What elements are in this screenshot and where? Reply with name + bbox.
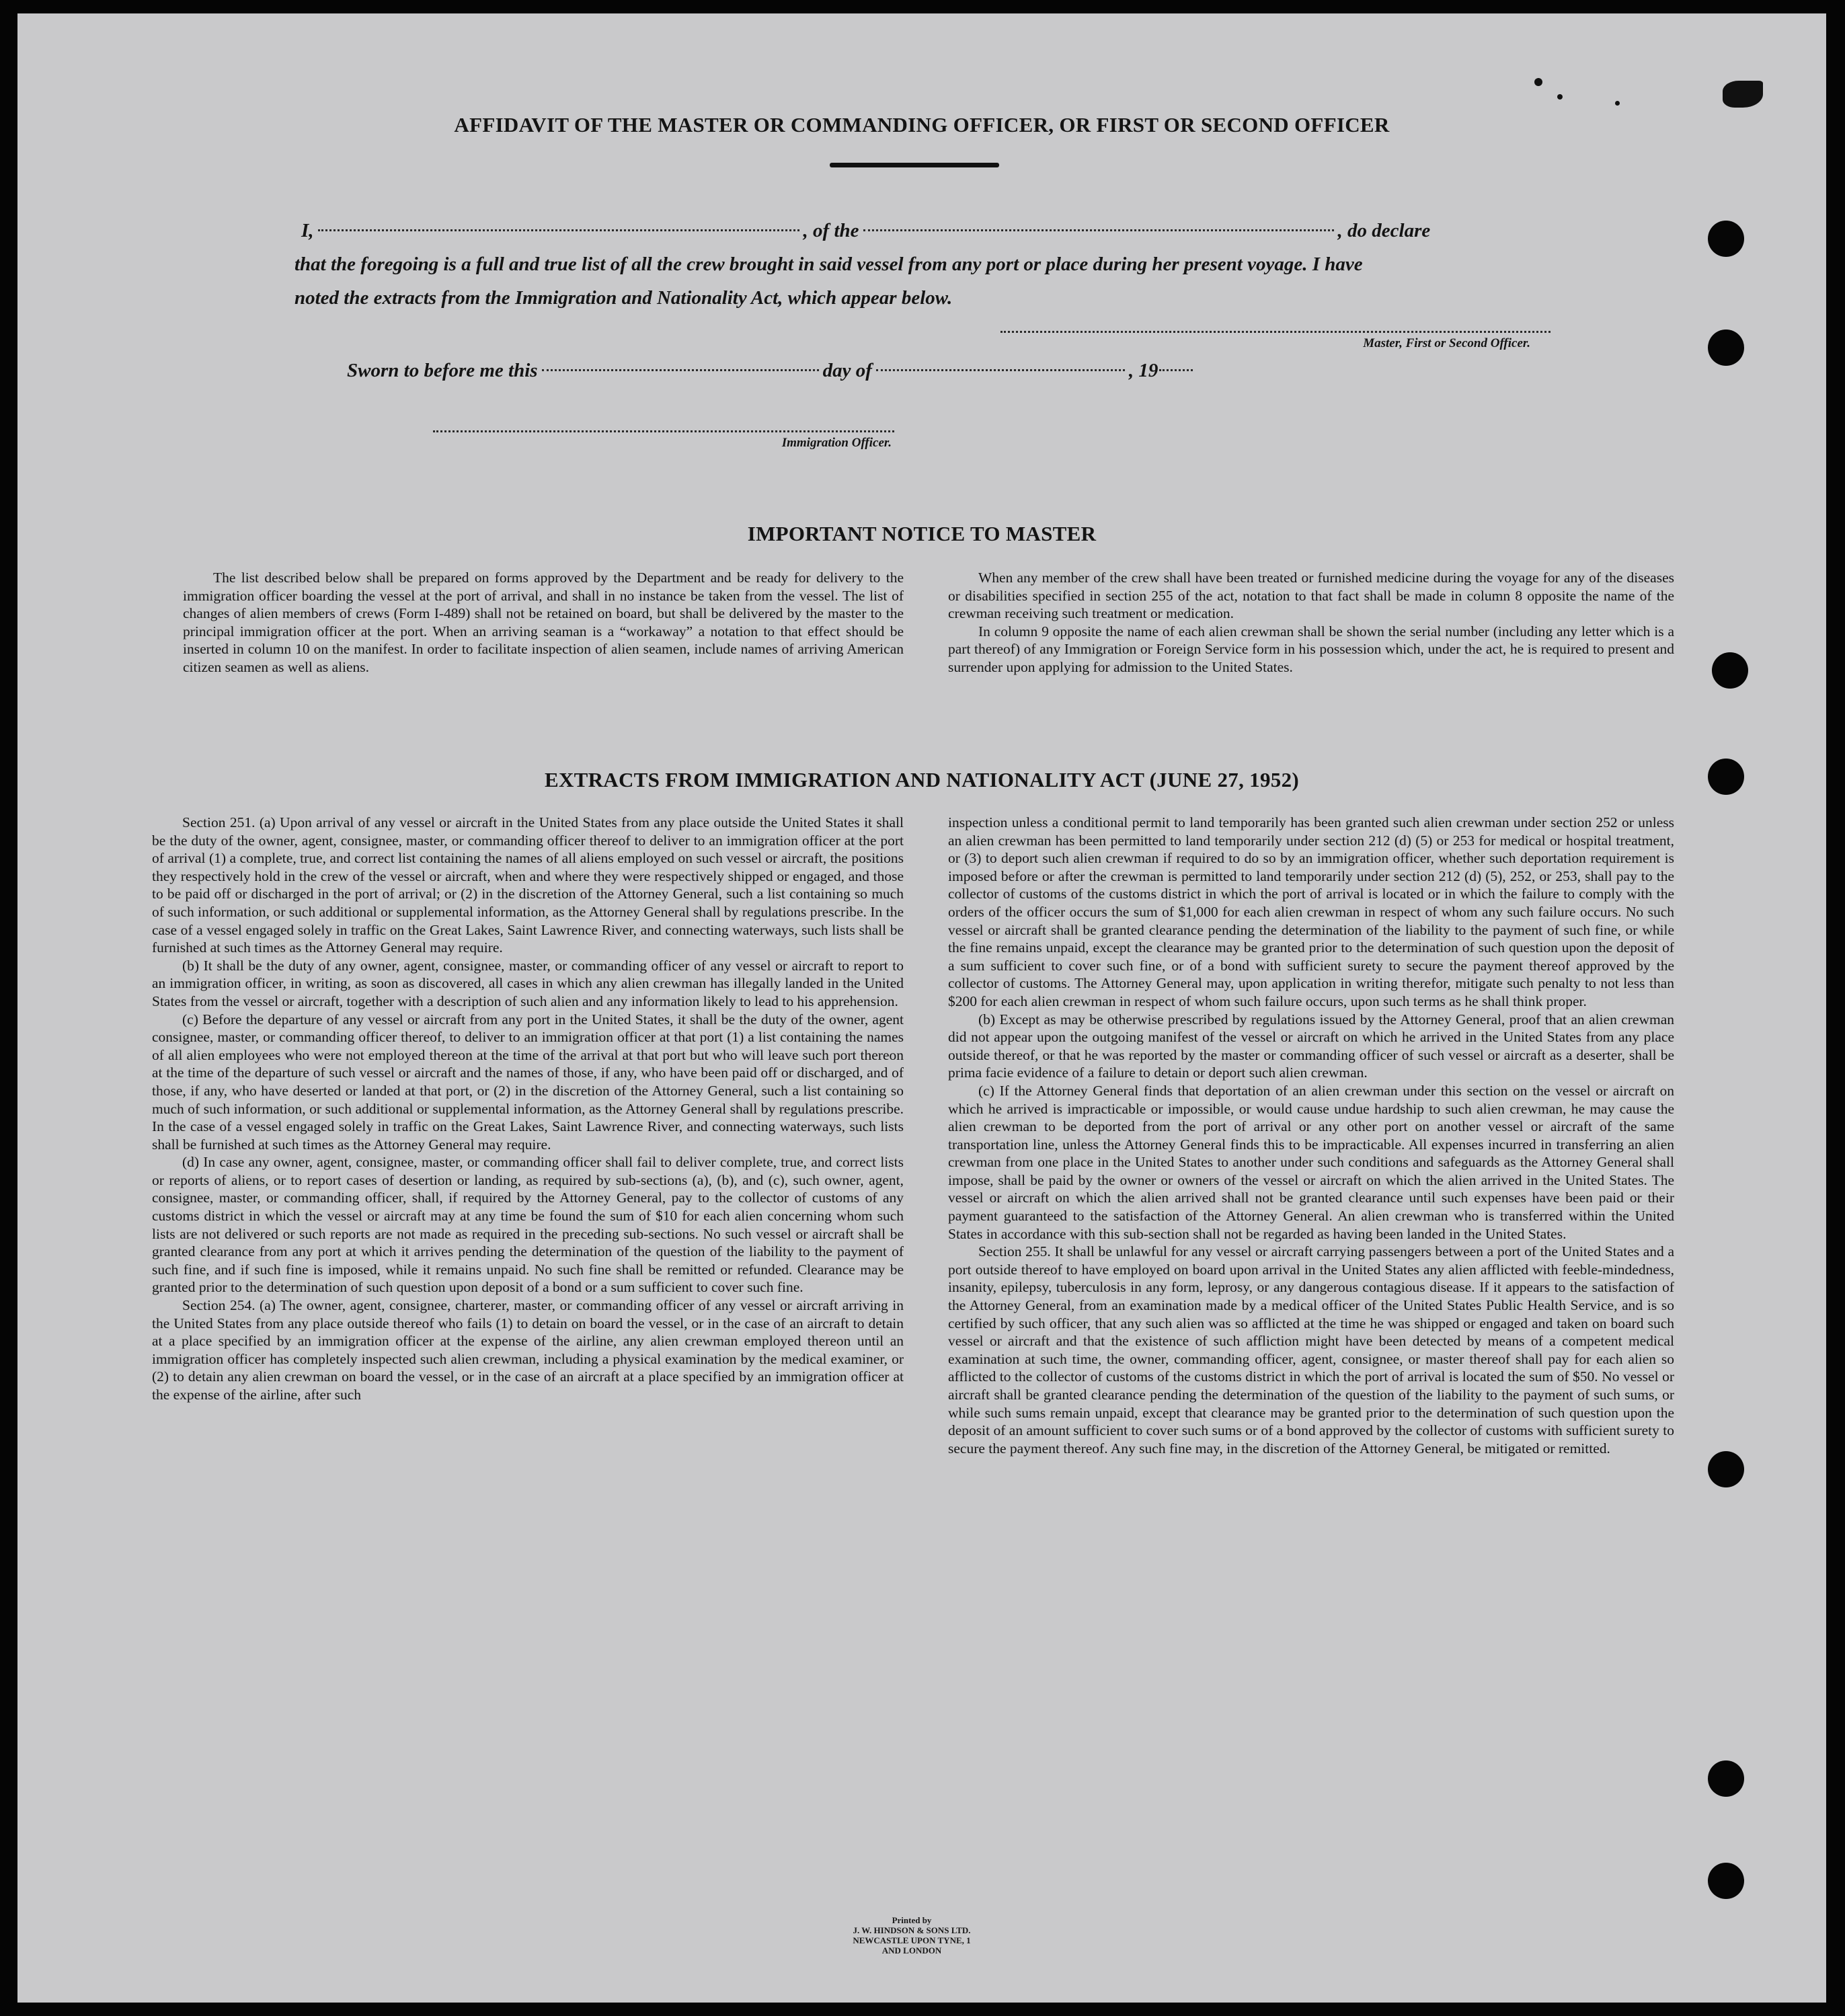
declaration-line-3: noted the extracts from the Immigration and Nationality Act, which appear below. <box>295 287 953 309</box>
sworn-year-field[interactable] <box>1159 369 1193 371</box>
paper-corner-tear <box>1723 81 1763 108</box>
declaration-line-1 <box>301 214 1538 247</box>
master-signature-caption: Master, First or Second Officer. <box>1363 336 1530 350</box>
printer-line-4: AND LONDON <box>881 1945 942 1955</box>
declaration-do-declare-label: , do declare <box>1337 220 1431 241</box>
vessel-field[interactable] <box>863 229 1334 231</box>
sworn-line <box>347 354 1288 387</box>
sworn-month-field[interactable] <box>876 369 1125 371</box>
section-251-d: (d) In case any owner, agent, consignee, master, or commanding officer shall fail to deliver complete, true, and correct lists or reports of aliens, or to report cases of desertion or landing, as required by sub-sections (a), (b), and (c), such owner, agent, consignee, master, or commanding officer, shall, if required by the Attorney General, pay to the collector of customs of any customs district in which the vessel or aircraft may at any time be found the sum of $10 for each alien concerning whom such lists are not delivered or such reports are not made as required in the preceding sub-sections. No such vessel or aircraft shall be granted clearance from any port at which it arrives pending the determination of the question of the liability to the payment of such fine, and if such fine is imposed, while it remains unpaid. No such fine shall be remitted or refunded. Clearance may be granted prior to the determination of such question upon deposit of a bond or a sum sufficient to cover such fine. <box>152 1154 904 1296</box>
printer-imprint <box>791 1915 1033 1955</box>
document-page <box>17 13 1826 2003</box>
punch-hole <box>1708 221 1744 257</box>
section-251-a: Section 251. (a) Upon arrival of any vessel or aircraft in the United States from any place outside the United States it shall be the duty of the owner, agent, consignee, master, or commanding officer thereof to deliver to an immigration officer at the port of arrival (1) a complete, true, and correct list containing the names of all aliens employed on such vessel or aircraft, the positions they respectively hold in the crew of the vessel or aircraft, when and where they were respectively shipped or engaged, and those to be paid off or discharged in the port of arrival; or (2) in the discretion of the Attorney General, such a list containing so much of such information, or such additional or supplemental information, as the Attorney General shall by regulations prescribe. In the case of a vessel engaged solely in traffic on the Great Lakes, Saint Lawrence River, and connecting waterways, such lists shall be furnished at such times as the Attorney General may require. <box>152 814 904 956</box>
title-underline <box>830 163 999 167</box>
year-label: , 19 <box>1128 360 1159 381</box>
declaration-block <box>295 214 1538 315</box>
notice-right-column <box>948 569 1674 676</box>
declaration-i-label: I, <box>301 220 314 241</box>
section-251-b: (b) It shall be the duty of any owner, agent, consignee, master, or commanding officer of any vessel or aircraft to report to an immigration officer, in writing, as soon as discovered, all cases in which any alien crewman has illegally landed in the United States from the vessel or aircraft, together with a description of such alien and any information likely to lead to his apprehension. <box>152 957 904 1009</box>
notice-right-paragraph-1: When any member of the crew shall have been treated or furnished medicine during the voyage for any of the diseases or disabilities specified in section 255 of the act, notation to that fact shall be made in column 8 opposite the name of the crewman receiving such treatment or medication. <box>948 570 1674 622</box>
printer-line-2: J. W. HINDSON & SONS LTD. <box>853 1925 971 1935</box>
punch-hole <box>1708 1760 1744 1797</box>
extracts-right-column <box>948 814 1674 1457</box>
section-254-c: (c) If the Attorney General finds that deportation of an alien crewman under this section on the vessel or aircraft on which he arrived is impracticable or impossible, or would cause undue hardship to such alien crewman, he may cause the alien crewman to be deported from the port of arrival or any other port on another vessel or aircraft of the same transportation line, unless the Attorney General finds this to be impracticable. All expenses incurred in transferring an alien crewman from one place in the United States to another under such conditions and safeguards as the Attorney General shall impose, shall be paid by the owner or owners of the vessel or aircraft on which the alien arrived in the United States. The vessel or aircraft on which the alien arrived shall not be granted clearance until such expenses have been paid or their payment guaranteed to the satisfaction of the Attorney General. An alien crewman who is transferred within the United States in accordance with this sub-section shall not be regarded as having been landed in the United States. <box>948 1082 1674 1242</box>
name-field[interactable] <box>318 229 799 231</box>
printer-line-3: NEWCASTLE UPON TYNE, 1 <box>853 1935 971 1945</box>
paper-speck <box>1615 101 1620 106</box>
section-254-a: Section 254. (a) The owner, agent, consignee, charterer, master, or commanding officer of any vessel or aircraft arriving in the United States from any place outside thereof who fails (1) to detain on board the vessel, or in the case of an aircraft to detain at a place specified by an immigration officer at the expense of the airline, any alien crewman employed thereon until an immigration officer has completely inspected such alien crewman, including a physical examination by the medical examiner, or (2) to detain any alien crewman on board the vessel, or in the case of an aircraft at a place specified by an immigration officer at the expense of the airline, after such <box>152 1297 904 1403</box>
paper-speck <box>1557 94 1563 100</box>
section-251-c: (c) Before the departure of any vessel or aircraft from any port in the United States, it shall be the duty of the owner, agent consignee, master, or commanding officer thereof, to deliver to an immigration officer at that port (1) a list containing the names of all alien employees who were not employed thereon at the time of the arrival at that port but who will leave such port thereon at the time of the departure of such vessel or aircraft and the names of those, if any, who have been paid off or discharged, and of those, if any, who have deserted or landed at that port, or (2) in the discretion of the Attorney General, such a list containing so much of such information, or such additional or supplemental information, as the Attorney General shall by regulations prescribe. In the case of a vessel engaged solely in traffic on the Great Lakes, Saint Lawrence River, and connecting waterways, such lists shall be furnished at such times as the Attorney General may require. <box>152 1011 904 1153</box>
notice-left-paragraph: The list described below shall be prepared on forms approved by the Department and be ready for delivery to the immigration officer boarding the vessel at the port of arrival, and shall in no instance be taken from the vessel. The list of changes of alien members of crews (Form I-489) shall not be retained on board, but shall be delivered by the master to the principal immigration officer at the port. When an arriving seaman is a “workaway” a notation to that effect should be inserted in column 10 on the manifest. In order to facilitate inspection of alien seamen, include names of arriving American citizen seamen as well as aliens. <box>183 570 904 675</box>
section-254-b: (b) Except as may be otherwise prescribed by regulations issued by the Attorney General, proof that an alien crewman did not appear upon the outgoing manifest of the vessel or aircraft on which he arrived in the United States from any place outside thereof, or that he was reported by the master or commanding officer of such vessel or aircraft as a deserter, shall be prima facie evidence of a failure to detain or deport such alien crewman. <box>948 1011 1674 1081</box>
declaration-of-the-label: , of the <box>803 220 859 241</box>
extracts-left-column <box>152 814 904 1404</box>
declaration-line-2: that the foregoing is a full and true list of all the crew brought in said vessel from any port or place during her present voyage. I have <box>295 254 1363 275</box>
paper-speck <box>1534 78 1542 86</box>
punch-hole <box>1712 652 1748 689</box>
notice-left-column <box>183 569 904 676</box>
sworn-day-field[interactable] <box>542 369 819 371</box>
day-of-label: day of <box>822 360 872 381</box>
extracts-heading: EXTRACTS FROM IMMIGRATION AND NATIONALITY ACT (JUNE 27, 1952) <box>544 768 1300 791</box>
notice-right-paragraph-2: In column 9 opposite the name of each alien crewman shall be shown the serial number (including any letter which is a part thereof) of any Immigration or Foreign Service form in his possession which, under the act, he is required to present and surrender upon applying for admission to the United States. <box>948 623 1674 675</box>
immigration-officer-caption: Immigration Officer. <box>781 436 892 450</box>
section-254-a-continued: inspection unless a conditional permit to land temporarily has been granted such alien crewman under section 252 or unless an alien crewman has been permitted to land temporarily under section 212 (d) (5) or 253 for medical or hospital treatment, or (3) to deport such alien crewman if required to do so by an immigration officer, whether such deportation requirement is imposed before or after the crewman is permitted to land temporarily under section 212 (d) (5), 252, or 253, shall pay to the collector of customs of the customs district in which the port of arrival is located or in which the failure to comply with the orders of the officer occurs the sum of $1,000 for each alien crewman in respect of whom any such failure occurs. No such vessel or aircraft shall be granted clearance pending the determination of the liability to the payment of such fine, or while the fine remains unpaid, except the clearance may be granted prior to the determination of such question upon the deposit of a sum sufficient to cover such fine, or of a bond with sufficient surety to secure the payment thereof approved by the collector of customs. The Attorney General may, upon application in writing therefor, mitigate such penalty to not less than $200 for each alien crewman in respect of whom such failure occurs, upon such terms as he shall think proper. <box>948 814 1674 1009</box>
affidavit-title: AFFIDAVIT OF THE MASTER OR COMMANDING OFFICER, OR FIRST OR SECOND OFFICER <box>454 113 1390 137</box>
punch-hole <box>1708 1451 1744 1487</box>
notice-heading: IMPORTANT NOTICE TO MASTER <box>747 522 1097 545</box>
section-255: Section 255. It shall be unlawful for any vessel or aircraft carrying passengers between a port of the United States and a port outside thereof to have employed on board upon arrival in the United States any alien afflicted with feeble-mindedness, insanity, epilepsy, tuberculosis in any form, leprosy, or any dangerous contagious disease. If it appears to the satisfaction of the Attorney General, from an examination made by a medical officer of the United States Public Health Service, and is so certified by such officer, that any such alien was so afflicted at the time he was shipped or engaged and taken on board such vessel or aircraft and that the existence of such affliction might have been detected by means of a competent medical examination at such time, the owner, commanding officer, agent, consignee, or master thereof shall pay for each alien so afflicted to the collector of customs of the customs district in which the port of arrival is located the sum of $50. No vessel or aircraft shall be granted clearance pending the determination of the question of the liability to the payment of such sums, or while such sums remain unpaid, except that clearance may be granted prior to the determination of such question upon the deposit of an amount sufficient to cover such sums or of a bond approved by the collector of customs with sufficient surety to secure the payment thereof. Any such fine may, in the discretion of the Attorney General, be mitigated or remitted. <box>948 1243 1674 1457</box>
punch-hole <box>1708 1863 1744 1899</box>
punch-hole <box>1708 329 1744 366</box>
printer-line-1: Printed by <box>892 1915 932 1925</box>
master-signature-field[interactable] <box>1000 331 1550 333</box>
sworn-label: Sworn to before me this <box>347 360 538 381</box>
immigration-officer-signature-field[interactable] <box>433 430 894 432</box>
